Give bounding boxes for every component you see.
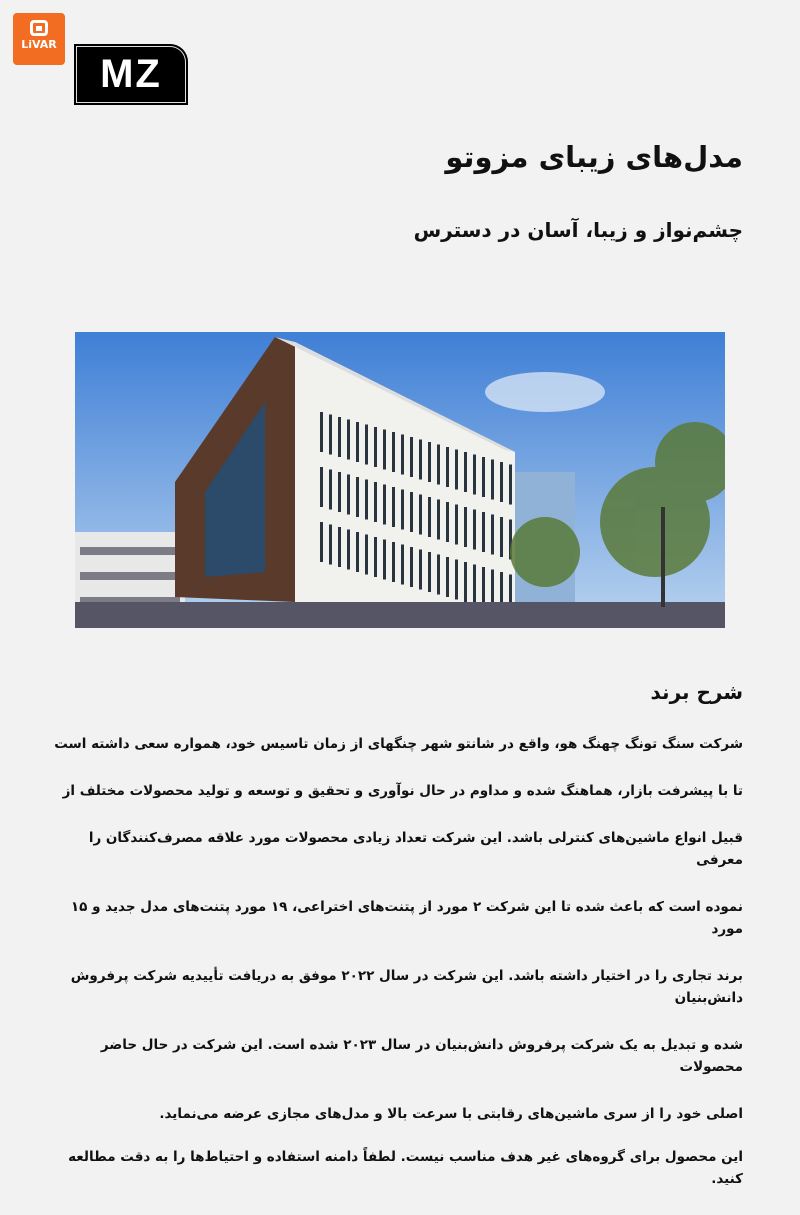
building-window — [428, 552, 431, 592]
building-window — [383, 430, 386, 470]
building-window — [428, 497, 431, 537]
building-window — [347, 530, 350, 570]
description-line: شرکت سنگ تونگ چهنگ هو، واقع در شانتو شهر چنگهای از زمان تاسیس خود، همواره سعی داشته است — [54, 736, 743, 752]
building-window — [329, 415, 332, 455]
livar-logo-text: LiVAR — [21, 38, 57, 51]
building-window — [446, 557, 449, 597]
building-window — [419, 440, 422, 480]
building-window — [320, 412, 323, 452]
building-window — [320, 467, 323, 507]
description-line: تا با پیشرفت بازار، هماهنگ شده و مداوم در حال نوآوری و تحقیق و توسعه و تولید محصولات مختلف از — [62, 783, 743, 799]
description-line: قبیل انواع ماشین‌های کنترلی باشد. این شرکت تعداد زیادی محصولات مورد علاقه مصرف‌کنندگان را معرفی — [88, 830, 743, 868]
building-window — [347, 420, 350, 460]
building-window — [365, 535, 368, 575]
description-line: شده و تبدیل به یک شرکت پرفروش دانش‌بنیان در سال ۲۰۲۳ شده است. این شرکت در حال حاضر محصولات — [100, 1037, 743, 1075]
building-window — [392, 542, 395, 582]
building-window — [491, 515, 494, 555]
building-window — [446, 502, 449, 542]
building-window — [464, 452, 467, 492]
building-window — [329, 525, 332, 565]
brand-description-heading: شرح برند — [650, 680, 743, 704]
building-window — [482, 567, 485, 607]
building-window — [464, 507, 467, 547]
building-window — [392, 487, 395, 527]
building-photo — [75, 332, 725, 628]
building-window — [365, 425, 368, 465]
building-window — [356, 422, 359, 462]
building-window — [338, 417, 341, 457]
building-window — [446, 447, 449, 487]
building-window — [428, 442, 431, 482]
building-window — [410, 437, 413, 477]
building-window — [491, 460, 494, 500]
building-window — [473, 565, 476, 605]
building-window — [437, 445, 440, 485]
building-window — [473, 455, 476, 495]
building-window — [383, 485, 386, 525]
building-window — [464, 562, 467, 602]
building-window — [455, 450, 458, 490]
page-subtitle: چشم‌نواز و زیبا، آسان در دسترس — [413, 218, 743, 242]
building-window — [320, 522, 323, 562]
building-window — [338, 472, 341, 512]
building-window — [455, 560, 458, 600]
description-line: این محصول برای گروه‌های غیر هدف مناسب نیست. لطفاً دامنه استفاده و احتیاط‌ها را به دقت مطالعه کنید. — [68, 1149, 743, 1187]
building-window — [482, 457, 485, 497]
building-window — [356, 477, 359, 517]
description-line: برند تجاری را در اختیار داشته باشد. این شرکت در سال ۲۰۲۲ موفق به دریافت تأییدیه شرکت پرفروش دانش‌بنیان — [70, 968, 743, 1006]
page-title: مدل‌های زیبای مزوتو — [445, 140, 743, 174]
building-window — [419, 495, 422, 535]
building-window — [374, 537, 377, 577]
building-window — [374, 427, 377, 467]
building-window — [338, 527, 341, 567]
building-window — [419, 550, 422, 590]
building-window — [437, 500, 440, 540]
building-window — [383, 540, 386, 580]
mz-brand-logo: MZ — [74, 44, 188, 105]
building-window — [347, 475, 350, 515]
building-window — [329, 470, 332, 510]
building-window — [401, 545, 404, 585]
building-window — [374, 482, 377, 522]
building-window — [410, 547, 413, 587]
building-window — [509, 465, 512, 505]
brand-description — [43, 733, 743, 1215]
building-window — [500, 462, 503, 502]
building-window — [455, 505, 458, 545]
building-window — [365, 480, 368, 520]
building-window — [392, 432, 395, 472]
building-window — [473, 510, 476, 550]
livar-logo — [13, 13, 65, 65]
building-window — [437, 555, 440, 595]
building-window — [482, 512, 485, 552]
livar-icon — [30, 20, 48, 36]
description-line: نموده است که باعث شده تا این شرکت ۲ مورد از پتنت‌های اختراعی، ۱۹ مورد پتنت‌های مدل جدید و ۱۵ مورد — [70, 899, 743, 937]
building-window — [500, 517, 503, 557]
building-window — [401, 435, 404, 475]
building-window — [401, 490, 404, 530]
description-line: اصلی خود را از سری ماشین‌های رقابتی با سرعت بالا و مدل‌های مجازی عرضه می‌نماید. — [159, 1106, 743, 1122]
building-window — [356, 532, 359, 572]
building-window — [410, 492, 413, 532]
